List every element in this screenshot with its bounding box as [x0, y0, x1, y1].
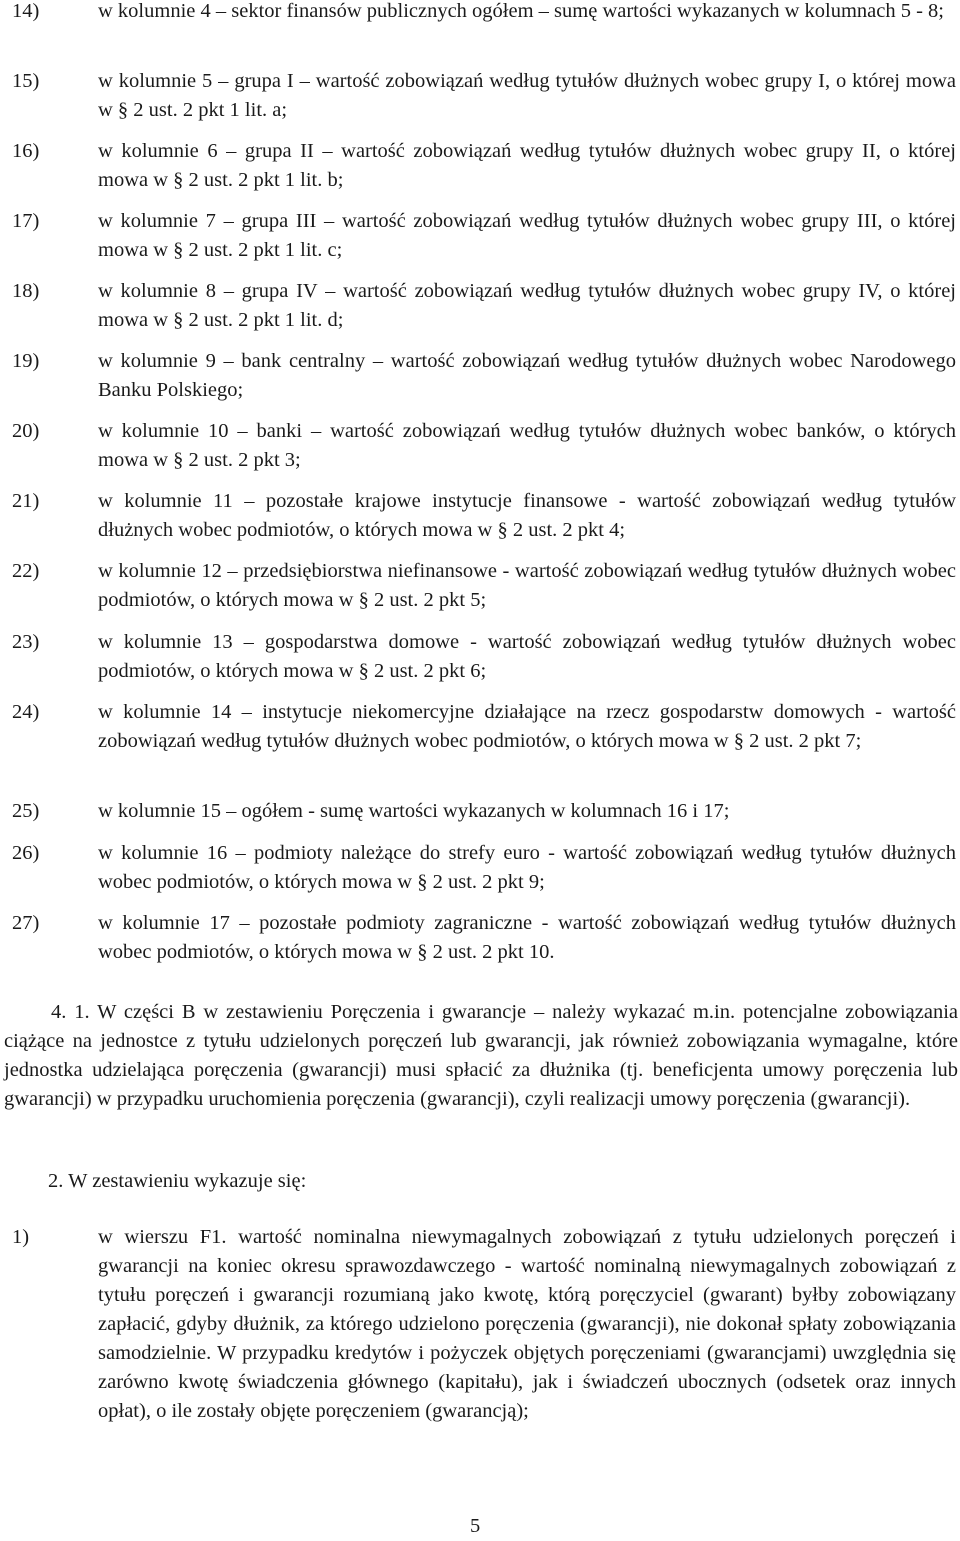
- item-text: w kolumnie 6 – grupa II – wartość zobowiązań według tytułów dłużnych wobec grupy II, o której mowa w § 2 ust. 2 pkt 1 lit. b;: [98, 140, 956, 191]
- item-text: w kolumnie 13 – gospodarstwa domowe - wartość zobowiązań według tytułów dłużnych wobec podmiotów, o których mowa w § 2 ust. 2 pkt 6;: [98, 631, 956, 682]
- list-item-25: [12, 797, 956, 826]
- list-item-22: [12, 557, 956, 615]
- item-text: w kolumnie 17 – pozostałe podmioty zagraniczne - wartość zobowiązań według tytułów dłużnych wobec podmiotów, o których mowa w § 2 ust. 2 pkt 10.: [98, 912, 956, 963]
- list-item-24: [12, 698, 956, 756]
- item-number: 24): [12, 701, 40, 723]
- list-item-20: [12, 417, 956, 475]
- section-4-1-paragraph: [4, 998, 958, 1114]
- item-text: w wierszu F1. wartość nominalna niewymagalnych zobowiązań z tytułu udzielonych poręczeń i gwarancji na koniec okresu sprawozdawczego - wartość nominalną niewymagalnych zobowiązań z tytułu poręczeń i gwarancji rozumianą jako kwotę, którą poręczyciel (gwarant) byłby zobowiązany zapłacić, gdyby dłużnik, za którego udzielono poręczenia (gwarancji), nie dokonał spłaty zobowiązania samodzielnie. W przypadku kredytów i pożyczek objętych poręczeniami (gwarancjami) uwzględnia się zarówno kwotę świadczenia głównego (kapitału), jak i świadczeń ubocznych (odsetek oraz innych opłat), o ile zostały objęte poręczeniem (gwarancją);: [98, 1226, 956, 1422]
- list-item-17: [12, 207, 956, 265]
- item-text: w kolumnie 14 – instytucje niekomercyjne działające na rzecz gospodarstw domowych - wartość zobowiązań według tytułów dłużnych wobec podmiotów, o których mowa w § 2 ust. 2 pkt 7;: [98, 701, 956, 752]
- item-text: w kolumnie 11 – pozostałe krajowe instytucje finansowe - wartość zobowiązań według tytułów dłużnych wobec podmiotów, o których mowa w § 2 ust. 2 pkt 4;: [98, 490, 956, 541]
- item-text: w kolumnie 9 – bank centralny – wartość zobowiązań według tytułów dłużnych wobec Narodowego Banku Polskiego;: [98, 350, 956, 401]
- section-4-1-text: 4. 1. W części B w zestawieniu Poręczenia i gwarancje – należy wykazać m.in. potencjalne zobowiązania ciążące na jednostce z tytułu udzielonych poręczeń lub gwarancji, jak również zobowiązania wymagalne, które jednostka udzielająca poręczenia (gwarancji) musi spłacić za dłużnika (tj. beneficjenta umowy poręczenia lub gwarancji) w przypadku uruchomienia poręczenia (gwarancji), czyli realizacji umowy poręczenia (gwarancji).: [4, 1001, 958, 1110]
- item-number: 15): [12, 70, 40, 92]
- item-number: 20): [12, 420, 40, 442]
- list-item-18: [12, 277, 956, 335]
- sub-item-1: [12, 1223, 956, 1426]
- item-number: 16): [12, 140, 40, 162]
- item-text: w kolumnie 7 – grupa III – wartość zobowiązań według tytułów dłużnych wobec grupy III, o której mowa w § 2 ust. 2 pkt 1 lit. c;: [98, 210, 956, 261]
- item-text: w kolumnie 8 – grupa IV – wartość zobowiązań według tytułów dłużnych wobec grupy IV, o której mowa w § 2 ust. 2 pkt 1 lit. d;: [98, 280, 956, 331]
- item-number: 22): [12, 560, 40, 582]
- section-2-heading: 2. W zestawieniu wykazuje się:: [48, 1170, 307, 1192]
- list-item-15: [12, 67, 956, 125]
- list-item-16: [12, 137, 956, 195]
- list-item-27: [12, 909, 956, 967]
- item-text: w kolumnie 5 – grupa I – wartość zobowiązań według tytułów dłużnych wobec grupy I, o której mowa w § 2 ust. 2 pkt 1 lit. a;: [98, 70, 956, 121]
- list-item-23: [12, 628, 956, 686]
- item-number: 14): [12, 0, 40, 22]
- list-item-19: [12, 347, 956, 405]
- item-text: w kolumnie 15 – ogółem - sumę wartości wykazanych w kolumnach 16 i 17;: [98, 800, 730, 822]
- item-text: w kolumnie 10 – banki – wartość zobowiązań według tytułów dłużnych wobec banków, o których mowa w § 2 ust. 2 pkt 3;: [98, 420, 956, 471]
- item-number: 27): [12, 912, 40, 934]
- list-item-14: [12, 0, 956, 26]
- item-number: 1): [12, 1226, 30, 1248]
- list-item-26: [12, 839, 956, 897]
- list-item-21: [12, 487, 956, 545]
- item-text: w kolumnie 4 – sektor finansów publicznych ogółem – sumę wartości wykazanych w kolumnach 5 - 8;: [98, 0, 945, 22]
- item-number: 23): [12, 631, 40, 653]
- page-number: 5: [470, 1515, 481, 1537]
- item-number: 25): [12, 800, 40, 822]
- item-number: 17): [12, 210, 40, 232]
- item-text: w kolumnie 12 – przedsiębiorstwa niefinansowe - wartość zobowiązań według tytułów dłużnych wobec podmiotów, o których mowa w § 2 ust. 2 pkt 5;: [98, 560, 956, 611]
- item-number: 19): [12, 350, 40, 372]
- item-number: 26): [12, 842, 40, 864]
- item-number: 21): [12, 490, 40, 512]
- item-number: 18): [12, 280, 40, 302]
- item-text: w kolumnie 16 – podmioty należące do strefy euro - wartość zobowiązań według tytułów dłużnych wobec podmiotów, o których mowa w § 2 ust. 2 pkt 9;: [98, 842, 956, 893]
